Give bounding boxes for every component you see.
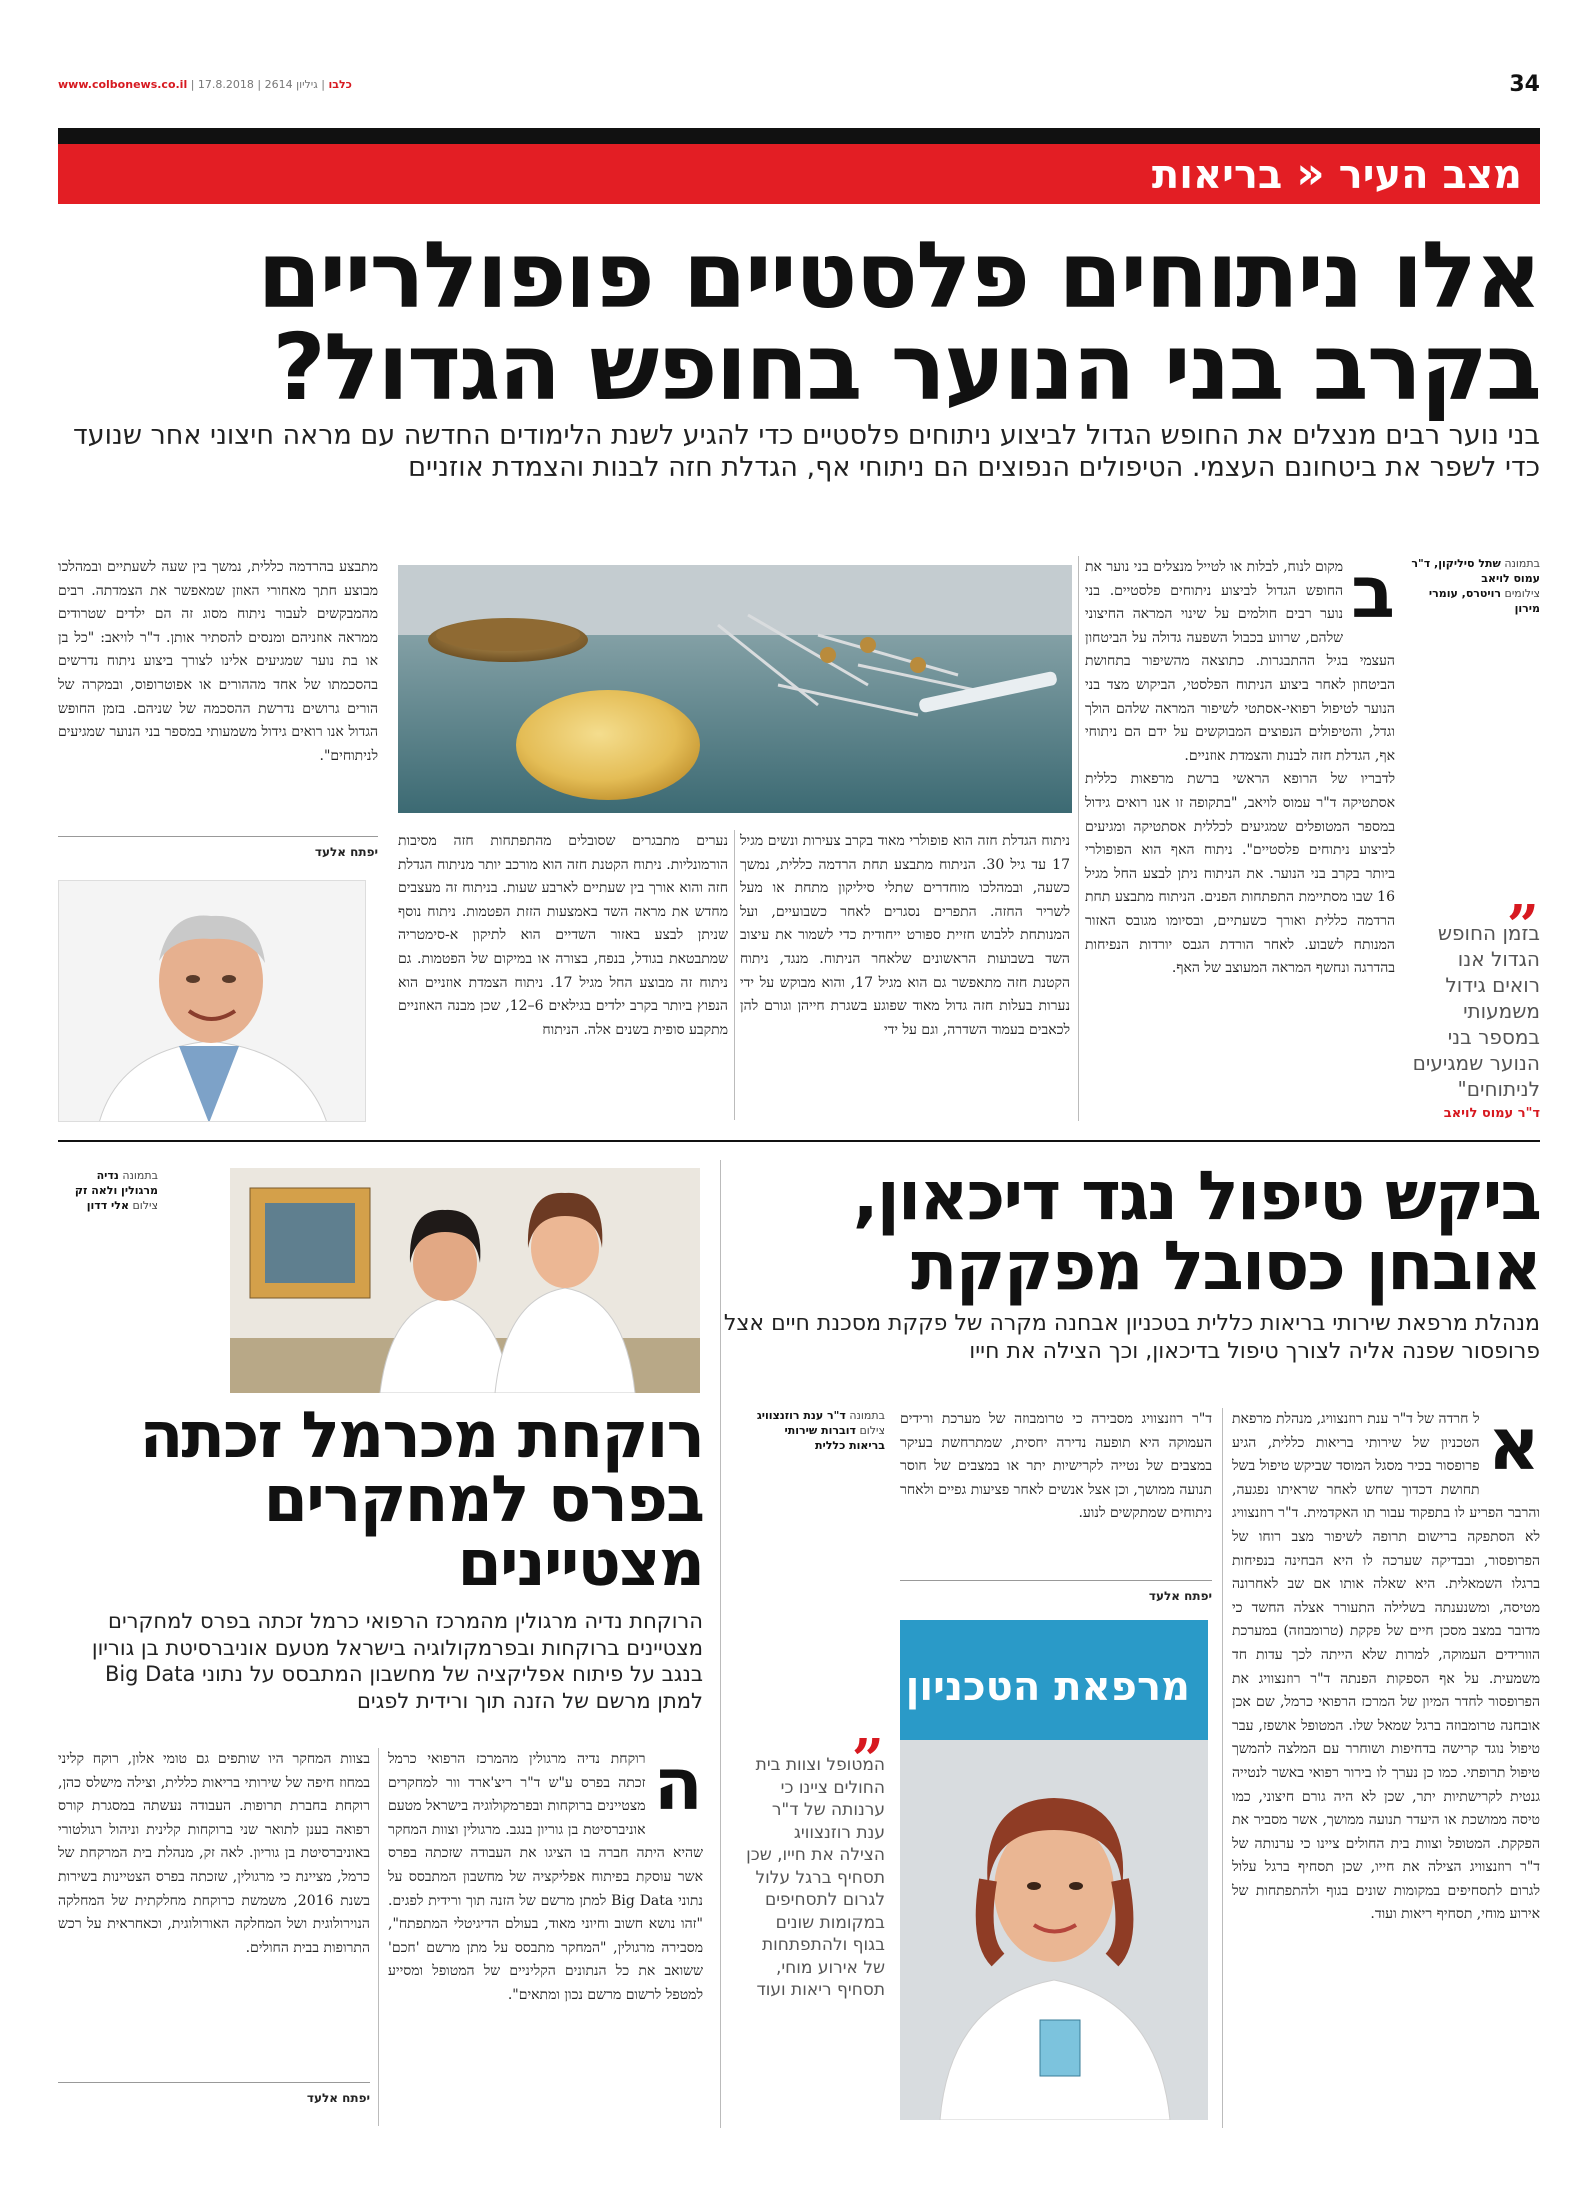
divider [1222, 1408, 1223, 2128]
divider [378, 1748, 379, 2126]
subsection-title: בריאות [1151, 152, 1283, 198]
issue-number: גיליון 2614 [264, 78, 318, 91]
article1-subhead: בני נוער רבים מנצלים את החופש הגדול לביצוע ניתוחים פלסטיים כדי להגיע לשנת הלימודים החדשה עם מראה חיצוני אחר שנועד כדי לשפר את ביטחונם העצמי. הטיפולים הנפוצים הם ניתוחי אף, הגדלת חזה לבנות והצמדת אוזניים [73, 420, 1540, 483]
masthead: www.colbonews.co.il | כלבו | גיליון 2614 | 17.8.2018 [58, 78, 352, 91]
brand-name: כלבו [328, 78, 352, 91]
article1-column-2: ניתוח הגדלת חזה הוא פופולרי מאוד בקרב צעירות ונשים מגיל 17 עד גיל 30. הניתוח מתבצע תחת הרדמה כללית, נמשך כשעה, ובמהלכו מוחדרים שתלי סיליקון מתחת או מעל לשריר החזה. התפרים נסגרים לאחר כשבועיים, ועל המנותחת ללבוש חזיית ספורט ייחודית כדי לשמור את עיצוב השד בשבועות הראשונים שלאחר הניתוח. מנגד, ניתוח הקטנת חזה מתאפשר גם הוא מגיל 17, והוא מבוקש על ידי נערות בעלות חזה גדול מאוד שפוגע בשגרת חייהן וגורם להן לכאבים בעמוד השדרה, וגם על ידי [740, 833, 1070, 1038]
article1-column-3: נערים מתבגרים שסובלים מהתפתחות חזה מסיבות הורמונליות. ניתוח הקטנת חזה הוא מורכב יותר מניתוח הגדלת חזה והוא אורך בין שעתיים לארבע שעות. בניתוח זה מעצבים מחדש את מראה השד באמצעות הזזת הפטמות. ניתוח נוסף שניתן לבצע באזור השדיים הוא לתיקון א-סימטריה שמתבטאת בגודל, בנפח, בצורה או במיקום של הפטמות. גם ניתוח זה מבוצע החל מגיל 17. ניתוח הצמדת אוזניים הוא הנפוץ ביותר בקרב ילדים בגילאים 6–12, שכן מבנה האוזניים מתקבע סופית בשנים אלה. הניתוח [398, 833, 728, 1038]
article1-drop-cap: ב [1351, 556, 1395, 634]
article2-byline: יפתח אלעד [900, 1580, 1212, 1603]
section-bar-black [58, 128, 1540, 144]
article2-headline-line2: אובחן כסובל מפקקת [911, 1227, 1540, 1306]
doctor-portrait-illustration [59, 881, 366, 1122]
article1-pullquote-attrib: ד"ר עמוס לויאב [1443, 1106, 1540, 1121]
article1-pullquote-text: בזמן החופש הגדול אנו רואים גידול משמעותי במספר בני הנוער שמגיעים לניתוחים" [1412, 921, 1540, 1101]
doctor-rosenzweig-illustration [900, 1620, 1208, 2120]
divider [734, 830, 735, 1120]
article2-pullquote-text: המטופל וצוות בית החולים ציינו כי ערנותה של ד"ר ענת רוזנצוויג הצילה את חייו, שכן תסחיף ברגל עלול לגרום לתסחיפים במקומות שונים בגוף ולהתפתחות של אירוע מוחי, תסחיף ריאות ועוד [746, 1755, 885, 2000]
clinic-sign: מרפאת הטכניון [905, 1664, 1190, 1710]
article2-credit-photographers: דוברות שירותי בריאות כללית [784, 1424, 885, 1452]
article2-column-2: ד"ר רוזנצוויג מסבירה כי טרומבוזה של מערכת ורידים העמוקה היא תופעה נדירה יחסית, שמתרחשת בעיקר במצבים של נטייה לקרישיות יתר או במצבים של חוסר תנועה ממושך, וכן אצל אנשים לאחר פציעות גפיים ולאחר ניתוחים שמתקשים לנוע. [900, 1411, 1212, 1522]
article2-subhead: מנהלת מרפאת שירותי בריאות כללית בטכניון אבחנה מקרה של פקקת מסכנת חיים אצל פרופסור שפנה אליה לצורך טיפול בדיכאון, וכך הצילה את חייו [723, 1311, 1540, 1364]
section-arrow-icon: « [1296, 148, 1325, 199]
article1-byline: יפתח אלעד [58, 836, 378, 859]
article1-headline-line2: בקרב בני הנוער בחופש הגדול? [272, 314, 1540, 421]
pharmacists-photo [230, 1168, 700, 1393]
article3-headline-line1: רוקחת מכרמל זכתה [139, 1399, 703, 1473]
doctor-portrait-photo [58, 880, 366, 1122]
surgical-instruments-photo [398, 565, 1072, 813]
article2-credit-subject: ד"ר ענת רוזנצוויג [756, 1409, 846, 1422]
article3-photo-credit: בתמונה נדיה מרגולין ולאה זק צילום אלי דדון [74, 1169, 158, 1212]
surgical-instruments-illustration [398, 565, 1072, 813]
article3-credit-subject: נדיה מרגולין ולאה זק [74, 1169, 158, 1197]
page-number: 34 [1509, 72, 1540, 97]
article1-photo-credit: בתמונה שתל סיליקון, ד"ר עמוס לויאב צילומים רויטרס, עומרי מירון [1411, 557, 1540, 615]
article3-subhead: הרוקחת נדיה מרגולין מהמרכז הרפואי כרמל זכתה בפרס למחקרים מצטיינים ברוקחות ובפרמקולוגיה בישראל מטעם אוניברסיטת בן גוריון בנגב על פיתוח אפליקציה של מחשבון המתבסס על נתוני Big Data למתן מרשם של הזנה תוך ורידית לפגים [91, 1609, 703, 1713]
divider [720, 1160, 721, 2128]
article3-headline-line3: מצטיינים [457, 1527, 703, 1601]
article1-column-4: מתבצע בהרדמה כללית, נמשך בין שעה לשעתיים ובמהלכו מבוצע חתך מאחורי האוזן שמאפשר את הצמדתה. רבים מהמבקשים לעבור ניתוח מסוג זה הם ילדים שטרודים ממראה אוזניהם ומנסים להסתיר אותן. ד"ר לויאב: "כל בן או בת נוער שמגיעים אלינו לצורך ביצוע ניתוח נדרשים בהסכמתו של אחד מההורים או אפוטרופוס, ובמקרה של הורים גרושים נדרשת ההסכמה של שניהם. בזמן החופש הגדול אנו רואים גידול משמעותי במספר בני הנוער שמגיעים לניתוחים". [58, 559, 378, 764]
quote-mark-icon: „ [1507, 861, 1540, 927]
article2-column-1: א ל חרדה של ד"ר ענת רוזנצוויג, מנהלת מרפאת הטכניון של שירותי בריאות כללית, הגיע פרופסור בכיר מסגל המוסד שביקש טיפול בשל תחושת דכדוך שחש לאחר שראיתו נפגעה, והרבר הפריע לו בתפקוד עבור תו האקדמית. ד"ר רוזנצוויג לא הסתפקה ברישום תרופה לשיפור מצב רוחו של הפרופסור, ובבדיקה שערכה לו היא הבחינה בנפיחות ברגלו השמאלית. היא שאלה אותו אם שב לאחרונה מטיסה, ומשנענתה בשלילה התעורר אצלה החשד כי מדובר במצב מסכן חיים של פקקת (טרומבוזה) במערכת הוורידים העמוקה, למרות שלא הייתה לכך עדות חד משמעית. על אף הספקות הפנתה ד"ר רוזנצוויג את הפרופסור לחדר המיון של המרכז הרפואי כרמל, שם אכן אובחנה טרומבוזה ברגל שמאל שלו. המטופל אושפז, עבר טיפול נוגד קרישה בדחיפות ושוחרר עם המלצה להמשך טיפול תרופתי. כמו כן נערך לו בירור רפואי באשר לנטייה גנטית לקרישתיות יתר, שכן לא היה גורם חיצוני, כמו טיסה ממושכת או היעדר תנועה ממושך, אשר מסביר את הפקקת. המטופל וצוות בית החולים ציינו כי ערנותה של ד"ר רוזנצוויג הצילה את חייו, שכן תסחיף ברגל עלול לגרום לתסחיפים במקומות שונים בגוף ולהתפתחות של אירוע מוחי, תסחיף ריאות ועוד. [1232, 1408, 1540, 1923]
article1-credit-subject: שתל סיליקון, ד"ר עמוס לויאב [1411, 557, 1540, 585]
article1-credit-photographers: רויטרס, עומרי מירון [1428, 587, 1540, 615]
doctor-rosenzweig-photo [900, 1620, 1208, 2120]
section-bar [58, 144, 1540, 204]
article1-column-1: ב מקום לנוח, לבלות או לטייל מנצלים בני נוער את החופש הגדול לביצוע ניתוחים פלסטיים. בני נוער רבים חולמים על שינוי המראה החיצוני שלהם, שרווע בכבול השפעה גדולה על הביטחון העצמי בגיל ההתבגרות. כתוצאה מהשיפור בתחושת הביטחון לאחר ביצוע הניתוח הפלסטי, הביקוש מצד בני הנוער לטיפול רפואי-אסתטי לשיפור המראה שלהם הולך וגדל, והטיפולים הנפוצים המבוקשים על ידם הם ניתוחי אף, הגדלת חזה לבנות והצמדת אוזניים. לדבריו של הרופא הראשי ברשת מרפאות כללית אסתטיקה ד"ר עמוס לויאב, "בתקופה זו אנו רואים גידול במספר המטופלים שמגיעים לכללית אסתטיקה ומגיעים לביצוע ניתוחים פלסטיים". ניתוח האף הוא הפופולרי ביותר בקרב בני הנוער. את הניתוח ניתן לבצע החל מגיל 16 שבו מסתיימת התפתחות הפנים. הניתוח מתבצע תחת הרדמה כללית ואורך כשעתיים, ובסיומו מגובס האזור המנותח לשבוע. לאחר הורדת הגבס יורדות הנפיחות בהדרגה ונחשף המראה המעוצב של האף. [1085, 556, 1395, 977]
article3-drop-cap: ה [653, 1748, 703, 1826]
article2-pullquote [745, 1695, 885, 2002]
article1-pullquote [1410, 861, 1540, 1121]
article1-headline-line1: אלו ניתוחים פלסטיים פופולריים [257, 222, 1540, 329]
divider [1078, 556, 1079, 1121]
article3-credit-photographers: אלי דדון [86, 1199, 129, 1212]
quote-mark-icon: „ [852, 1695, 885, 1761]
website-link[interactable]: www.colbonews.co.il [58, 78, 188, 91]
article2-photo-credit: בתמונה ד"ר ענת רוזנצוויג צילום דוברות שירותי בריאות כללית [756, 1409, 885, 1452]
article2-drop-cap: א [1487, 1408, 1540, 1486]
article3-headline-line2: בפרס למחקרים [263, 1463, 703, 1537]
issue-date: 17.8.2018 [197, 78, 254, 91]
article3-byline: יפתח אלעד [58, 2082, 370, 2105]
article3-column-1: ה רוקחת נדיה מרגולין מהמרכז הרפואי כרמל זכתה בפרס ע"ש ד"ר ריצ'ארד וור למחקרים מצטיינים ברוקחות ובפרמקולוגיה בישראל מטעם אוניברסיטת בן גוריון בנגב. מרגולין וצוות המחקר שהיא היתה חברה בו הציגו את העבודה שזכתה בפרס אשר עוסקת בפיתוח אפליקציה של מחשבון המתבסס על נתוני Big Data למתן מרשם של הזנה תוך ורידית לפגים. "זהו נושא חשוב וחיוני מאוד, בעולם הדיגיטלי המתפתח", מסבירה מרגולין, "המחקר מתבסס על מתן מרשם 'חכם' ששואב את כל הנתונים הקליניים של המטופל ומסייע למטפל לרשום מרשם נכון ומתאים". [388, 1748, 703, 2003]
pharmacists-illustration [230, 1168, 700, 1393]
section-title: מצב העיר [1338, 152, 1522, 198]
article-separator [58, 1140, 1540, 1142]
article2-headline-line1: ביקש טיפול נגד דיכאון, [852, 1157, 1540, 1236]
article3-column-2: בצוות המחקר היו שותפים גם טומי אלון, רוקח קליני במחוז חיפה של שירותי בריאות כללית, וצילה מישלס כהן, רוקחת בחברת תרופות. העבודה נעשתה במסגרת קורס רפואה בענן לתואר שני ברוקחות קלינית וניהול רגולטורי באוניברסיטת בן גוריון. לאה זק, מנהלת בית המרקחת של כרמל, מציינת כי מרגולין, שזכתה בפרס הצטיינות בשירות בשנת 2016, משמשת כרוקחת מחלקתית של המחלקה הנוירולוגית ושל המחלקה האורולוגית, וכאחראית על רכש התרופות בבית החולים. [58, 1751, 370, 1956]
